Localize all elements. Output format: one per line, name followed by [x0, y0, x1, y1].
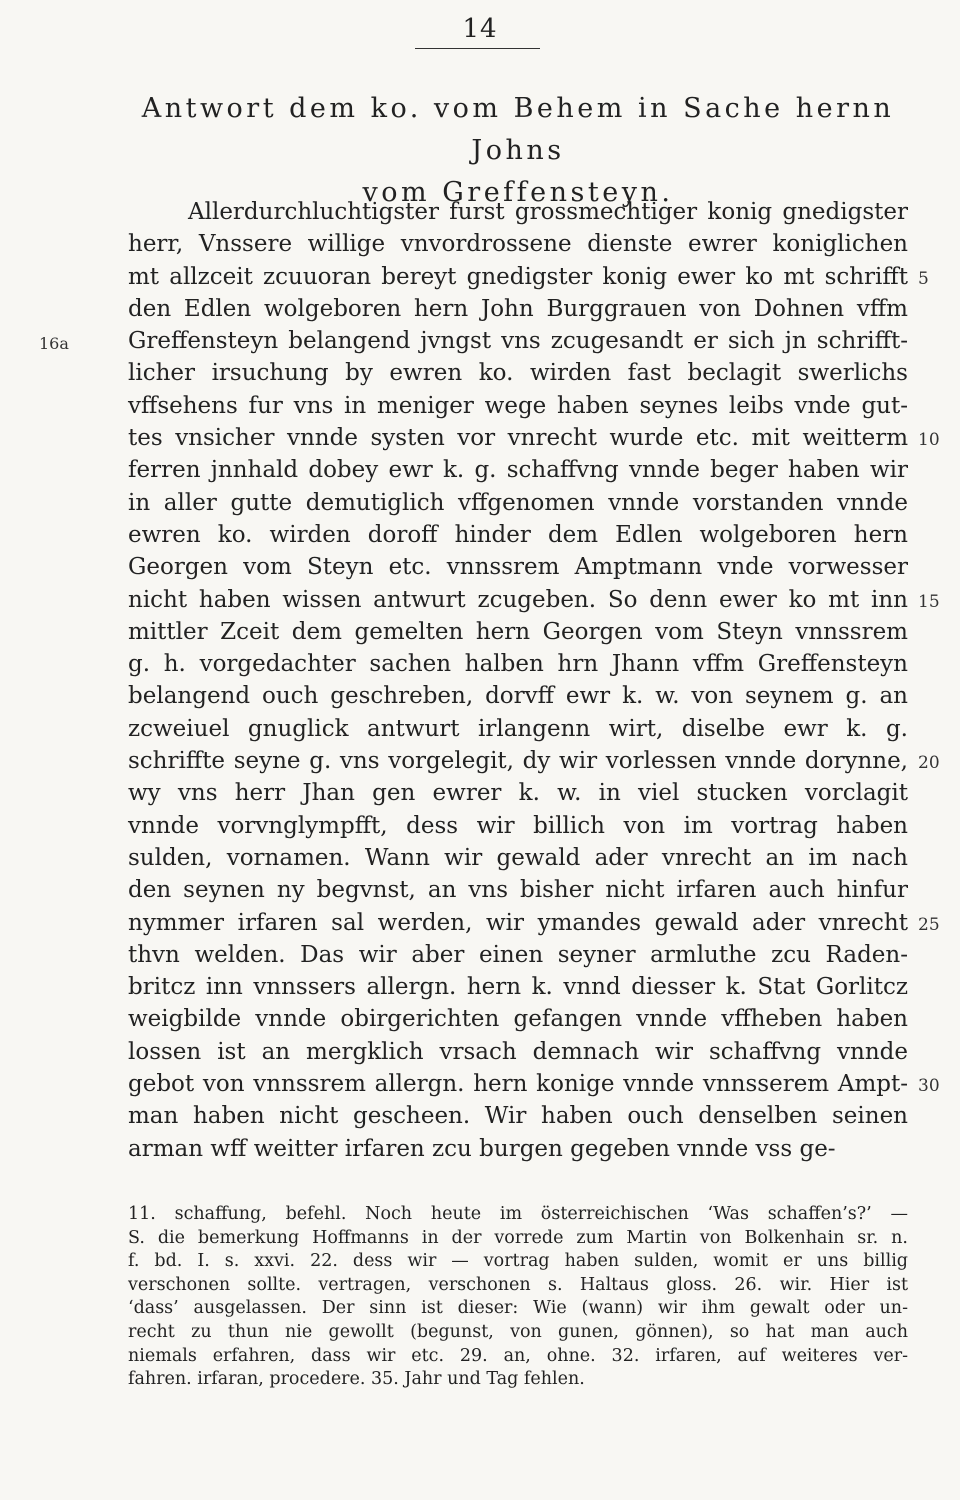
- line-text: mittler Zceit dem gemelten hern Georgen vom Steyn vnnssrem: [128, 618, 908, 645]
- line-text: nicht haben wissen antwurt zcugeben. So denn ewer ko mt inn: [128, 586, 908, 613]
- footnotes: [128, 1203, 908, 1392]
- line-text: den Edlen wolgeboren hern John Burggrauen von Dohnen vffm: [128, 295, 908, 322]
- line-text: vffsehens fur vns in meniger wege haben seynes leibs vnde gut-: [128, 392, 908, 419]
- text-line: [128, 648, 908, 680]
- text-line: [128, 422, 940, 454]
- line-text: wy vns herr Jhan gen ewrer k. w. in viel stucken vorclagit: [128, 780, 908, 807]
- text-line: [128, 261, 929, 293]
- text-line: [128, 810, 908, 842]
- line-text: man haben nicht gescheen. Wir haben ouch denselben seinen: [128, 1103, 908, 1130]
- page-number: 14: [462, 14, 498, 44]
- text-line: [128, 454, 908, 486]
- line-text: nymmer irfaren sal werden, wir ymandes gewald ader vnrecht: [128, 909, 908, 936]
- text-line: [128, 228, 908, 260]
- line-text: Georgen vom Steyn etc. vnnssrem Amptmann vnde vorwesser: [128, 554, 908, 581]
- footnote-line: verschonen sollte. vertragen, verschonen s. Haltaus gloss. 26. wir. Hier ist: [128, 1274, 908, 1295]
- text-line: [128, 842, 908, 874]
- line-text: zcweiuel gnuglick antwurt irlangenn wirt, diselbe ewr k. g.: [128, 715, 908, 742]
- line-number: 5: [918, 268, 929, 289]
- footnote-line: S. die bemerkung Hoffmanns in der vorrede zum Martin von Bolkenhain sr. n.: [128, 1227, 908, 1248]
- line-number: 30: [918, 1076, 940, 1097]
- line-text: weigbilde vnnde obirgerichten gefangen vnnde vffheben haben: [128, 1006, 908, 1033]
- line-text: ewren ko. wirden doroff hinder dem Edlen wolgeboren hern: [128, 521, 908, 548]
- footnote-line: fahren. irfaran, procedere. 35. Jahr und Tag fehlen.: [128, 1369, 585, 1390]
- line-number: 25: [918, 914, 940, 935]
- text-line: [128, 487, 908, 519]
- line-text: mt allzceit zcuuoran bereyt gnedigster konig ewer ko mt schrifft: [128, 263, 908, 290]
- text-line: [128, 1133, 908, 1165]
- footnote-line: ‘dass’ ausgelassen. Der sinn ist dieser: Wie (wann) wir ihm gewalt oder un-: [128, 1298, 908, 1319]
- line-text: vnnde vorvnglympfft, dess wir billich von im vortrag haben: [128, 812, 908, 839]
- line-text: tes vnsicher vnnde systen vor vnrecht wurde etc. mit weitterm: [128, 425, 908, 452]
- text-line: [128, 196, 908, 228]
- footnote-line: 11. schaffung, befehl. Noch heute im österreichischen ‘Was schaffen’s?’ —: [128, 1204, 908, 1224]
- text-line: [128, 584, 940, 616]
- text-line: [39, 325, 908, 357]
- text-line: [128, 939, 908, 971]
- footnote-line: niemals erfahren, dass wir etc. 29. an, ohne. 32. irfaren, auf weiteres ver-: [128, 1345, 908, 1366]
- line-number: 10: [918, 430, 940, 451]
- footnote-line: recht zu thun nie gewollt (begunst, von gunen, gönnen), so hat man auch: [128, 1321, 908, 1342]
- text-line: [128, 1068, 940, 1100]
- text-line: [128, 745, 940, 777]
- line-text: g. h. vorgedachter sachen halben hrn Jhann vffm Greffensteyn: [128, 651, 908, 678]
- line-text: belangend ouch geschreben, dorvff ewr k. w. von seynem g. an: [128, 683, 908, 710]
- title-line: Antwort dem ko. vom Behem in Sache hernn Johns: [141, 93, 895, 166]
- margin-note: 16a: [39, 334, 69, 354]
- text-line: [128, 293, 908, 325]
- text-line: [128, 357, 908, 389]
- text-line: [128, 616, 908, 648]
- text-line: [128, 1003, 908, 1035]
- line-text: thvn welden. Das wir aber einen seyner armluthe zcu Raden-: [128, 941, 908, 968]
- text-line: [128, 971, 908, 1003]
- body-text: [39, 196, 940, 1165]
- text-line: [128, 519, 908, 551]
- footnote-line: f. bd. I. s. xxvi. 22. dess wir — vortrag haben sulden, womit er uns billig: [128, 1251, 908, 1272]
- title-line: vom Greffensteyn.: [362, 177, 674, 208]
- line-text: ferren jnnhald dobey ewr k. g. schaffvng vnnde beger haben wir: [128, 457, 908, 484]
- text-line: [128, 777, 908, 809]
- text-line: [128, 907, 940, 939]
- line-text: herr, Vnssere willige vnvordrossene dienste ewrer koniglichen: [128, 231, 908, 258]
- text-line: [128, 713, 908, 745]
- text-line: [128, 680, 908, 712]
- page-number-rule: [415, 48, 540, 49]
- line-text: gebot von vnnssrem allergn. hern konige vnnde vnnsserem Ampt-: [128, 1071, 908, 1098]
- text-line: [128, 874, 908, 906]
- line-text: arman wff weitter irfaren zcu burgen gegeben vnnde vss ge-: [128, 1135, 836, 1162]
- text-line: [128, 1100, 908, 1132]
- text-line: [128, 1036, 908, 1068]
- line-text: Allerdurchluchtigster furst grossmechtiger konig gnedigster: [188, 199, 908, 225]
- line-text: britcz inn vnnssers allergn. hern k. vnnd diesser k. Stat Gorlitcz: [128, 974, 908, 1001]
- line-text: sulden, vornamen. Wann wir gewald ader vnrecht an im nach: [128, 844, 908, 871]
- line-text: in aller gutte demutiglich vffgenomen vnnde vorstanden vnnde: [128, 489, 908, 516]
- line-text: licher irsuchung by ewren ko. wirden fast beclagit swerlichs: [128, 360, 908, 387]
- text-line: [128, 551, 908, 583]
- line-number: 15: [918, 591, 940, 612]
- line-text: Greffensteyn belangend jvngst vns zcugesandt er sich jn schrifft-: [128, 328, 908, 355]
- line-text: schriffte seyne g. vns vorgelegit, dy wir vorlessen vnnde dorynne,: [128, 748, 908, 775]
- line-number: 20: [918, 753, 940, 774]
- line-text: lossen ist an mergklich vrsach demnach wir schaffvng vnnde: [128, 1038, 908, 1065]
- line-text: den seynen ny begvnst, an vns bisher nicht irfaren auch hinfur: [128, 877, 908, 904]
- text-line: [128, 390, 908, 422]
